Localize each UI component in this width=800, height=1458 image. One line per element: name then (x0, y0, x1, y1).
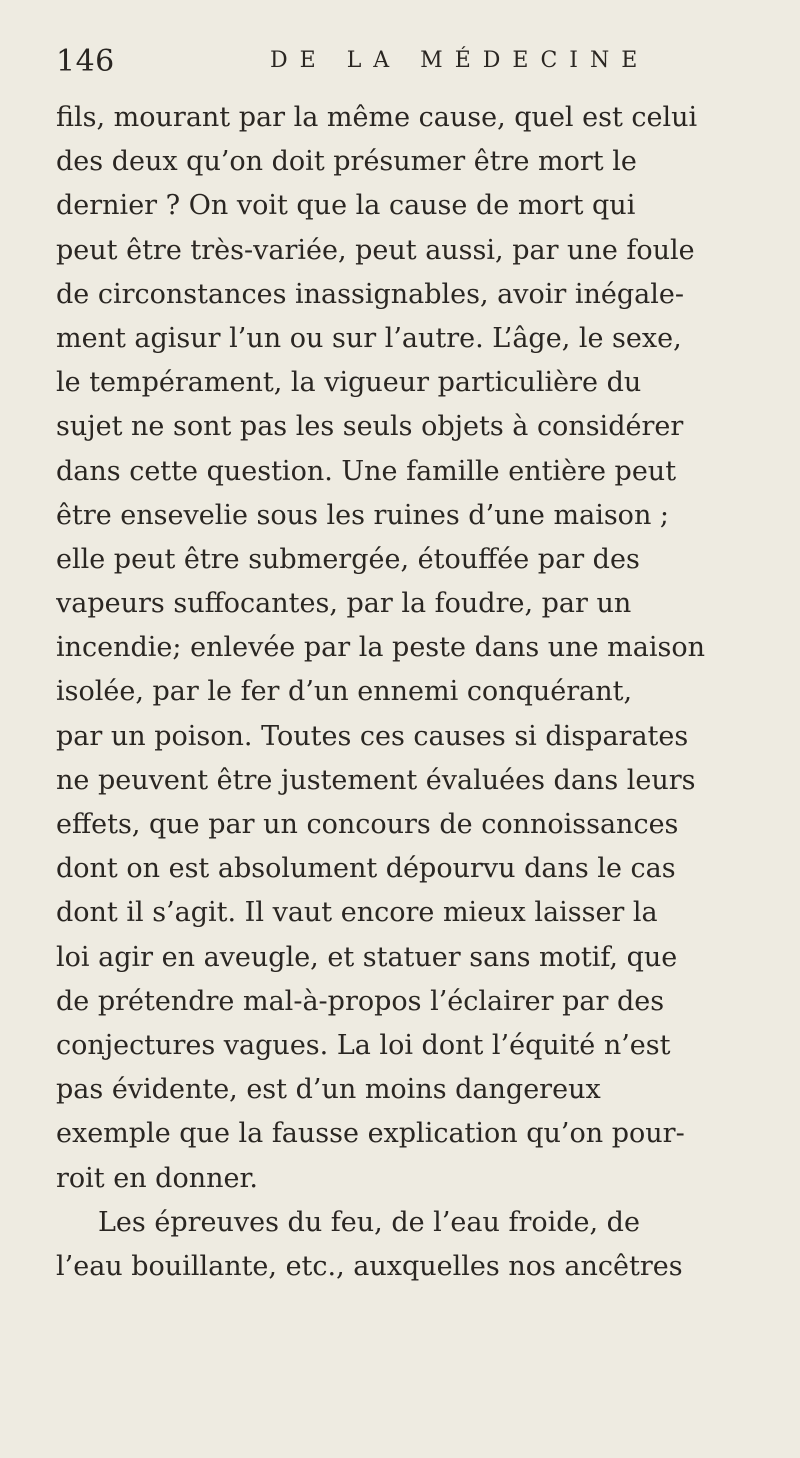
text-line: sujet ne sont pas les seuls objets à considérer (56, 411, 684, 443)
text-line: l’eau bouillante, etc., auxquelles nos ancêtres (56, 1250, 683, 1282)
text-line: ne peuvent être justement évaluées dans leurs (56, 764, 696, 796)
text-line: conjectures vagues. La loi dont l’équité n’est (56, 1029, 671, 1061)
text-line: isolée, par le fer d’un ennemi conquérant, (56, 676, 633, 708)
page-number: 146 (56, 44, 115, 79)
text-line: dont il s’agit. Il vaut encore mieux laisser la (56, 897, 658, 929)
text-line: dont on est absolument dépourvu dans le cas (56, 853, 676, 885)
text-line: incendie; enlevée par la peste dans une maison (56, 632, 705, 664)
paragraph-first-line: Les épreuves du feu, de l’eau froide, de (98, 1206, 640, 1238)
text-line: vapeurs suffocantes, par la foudre, par un (56, 588, 632, 620)
text-line: des deux qu’on doit présumer être mort le (56, 146, 637, 178)
text-line: dans cette question. Une famille entière peut (56, 455, 677, 487)
text-line: de prétendre mal-à-propos l’éclairer par des (56, 985, 665, 1017)
text-line: le tempérament, la vigueur particulière du (56, 367, 642, 399)
text-line: roit en donner. (56, 1162, 258, 1194)
text-line: loi agir en aveugle, et statuer sans motif, que (56, 941, 678, 973)
text-line: pas évidente, est d’un moins dangereux (56, 1074, 601, 1106)
running-title: DE LA MÉDECINE (270, 48, 650, 73)
text-line: ment agisur l’un ou sur l’autre. L’âge, le sexe, (56, 322, 682, 354)
text-line: par un poison. Toutes ces causes si disparates (56, 720, 689, 752)
text-line: peut être très-variée, peut aussi, par une foule (56, 234, 695, 266)
text-line: effets, que par un concours de connoissances (56, 809, 679, 840)
text-line: de circonstances inassignables, avoir inégale- (56, 278, 685, 310)
text-line: dernier ? On voit que la cause de mort qui (56, 190, 636, 222)
text-line: exemple que la fausse explication qu’on pour- (56, 1118, 685, 1150)
running-head (56, 44, 756, 84)
body-text (56, 96, 796, 1289)
text-line: fils, mourant par la même cause, quel est celui (56, 102, 698, 133)
text-line: elle peut être submergée, étouffée par des (56, 543, 640, 575)
text-line: être ensevelie sous les ruines d’une maison ; (56, 499, 670, 531)
